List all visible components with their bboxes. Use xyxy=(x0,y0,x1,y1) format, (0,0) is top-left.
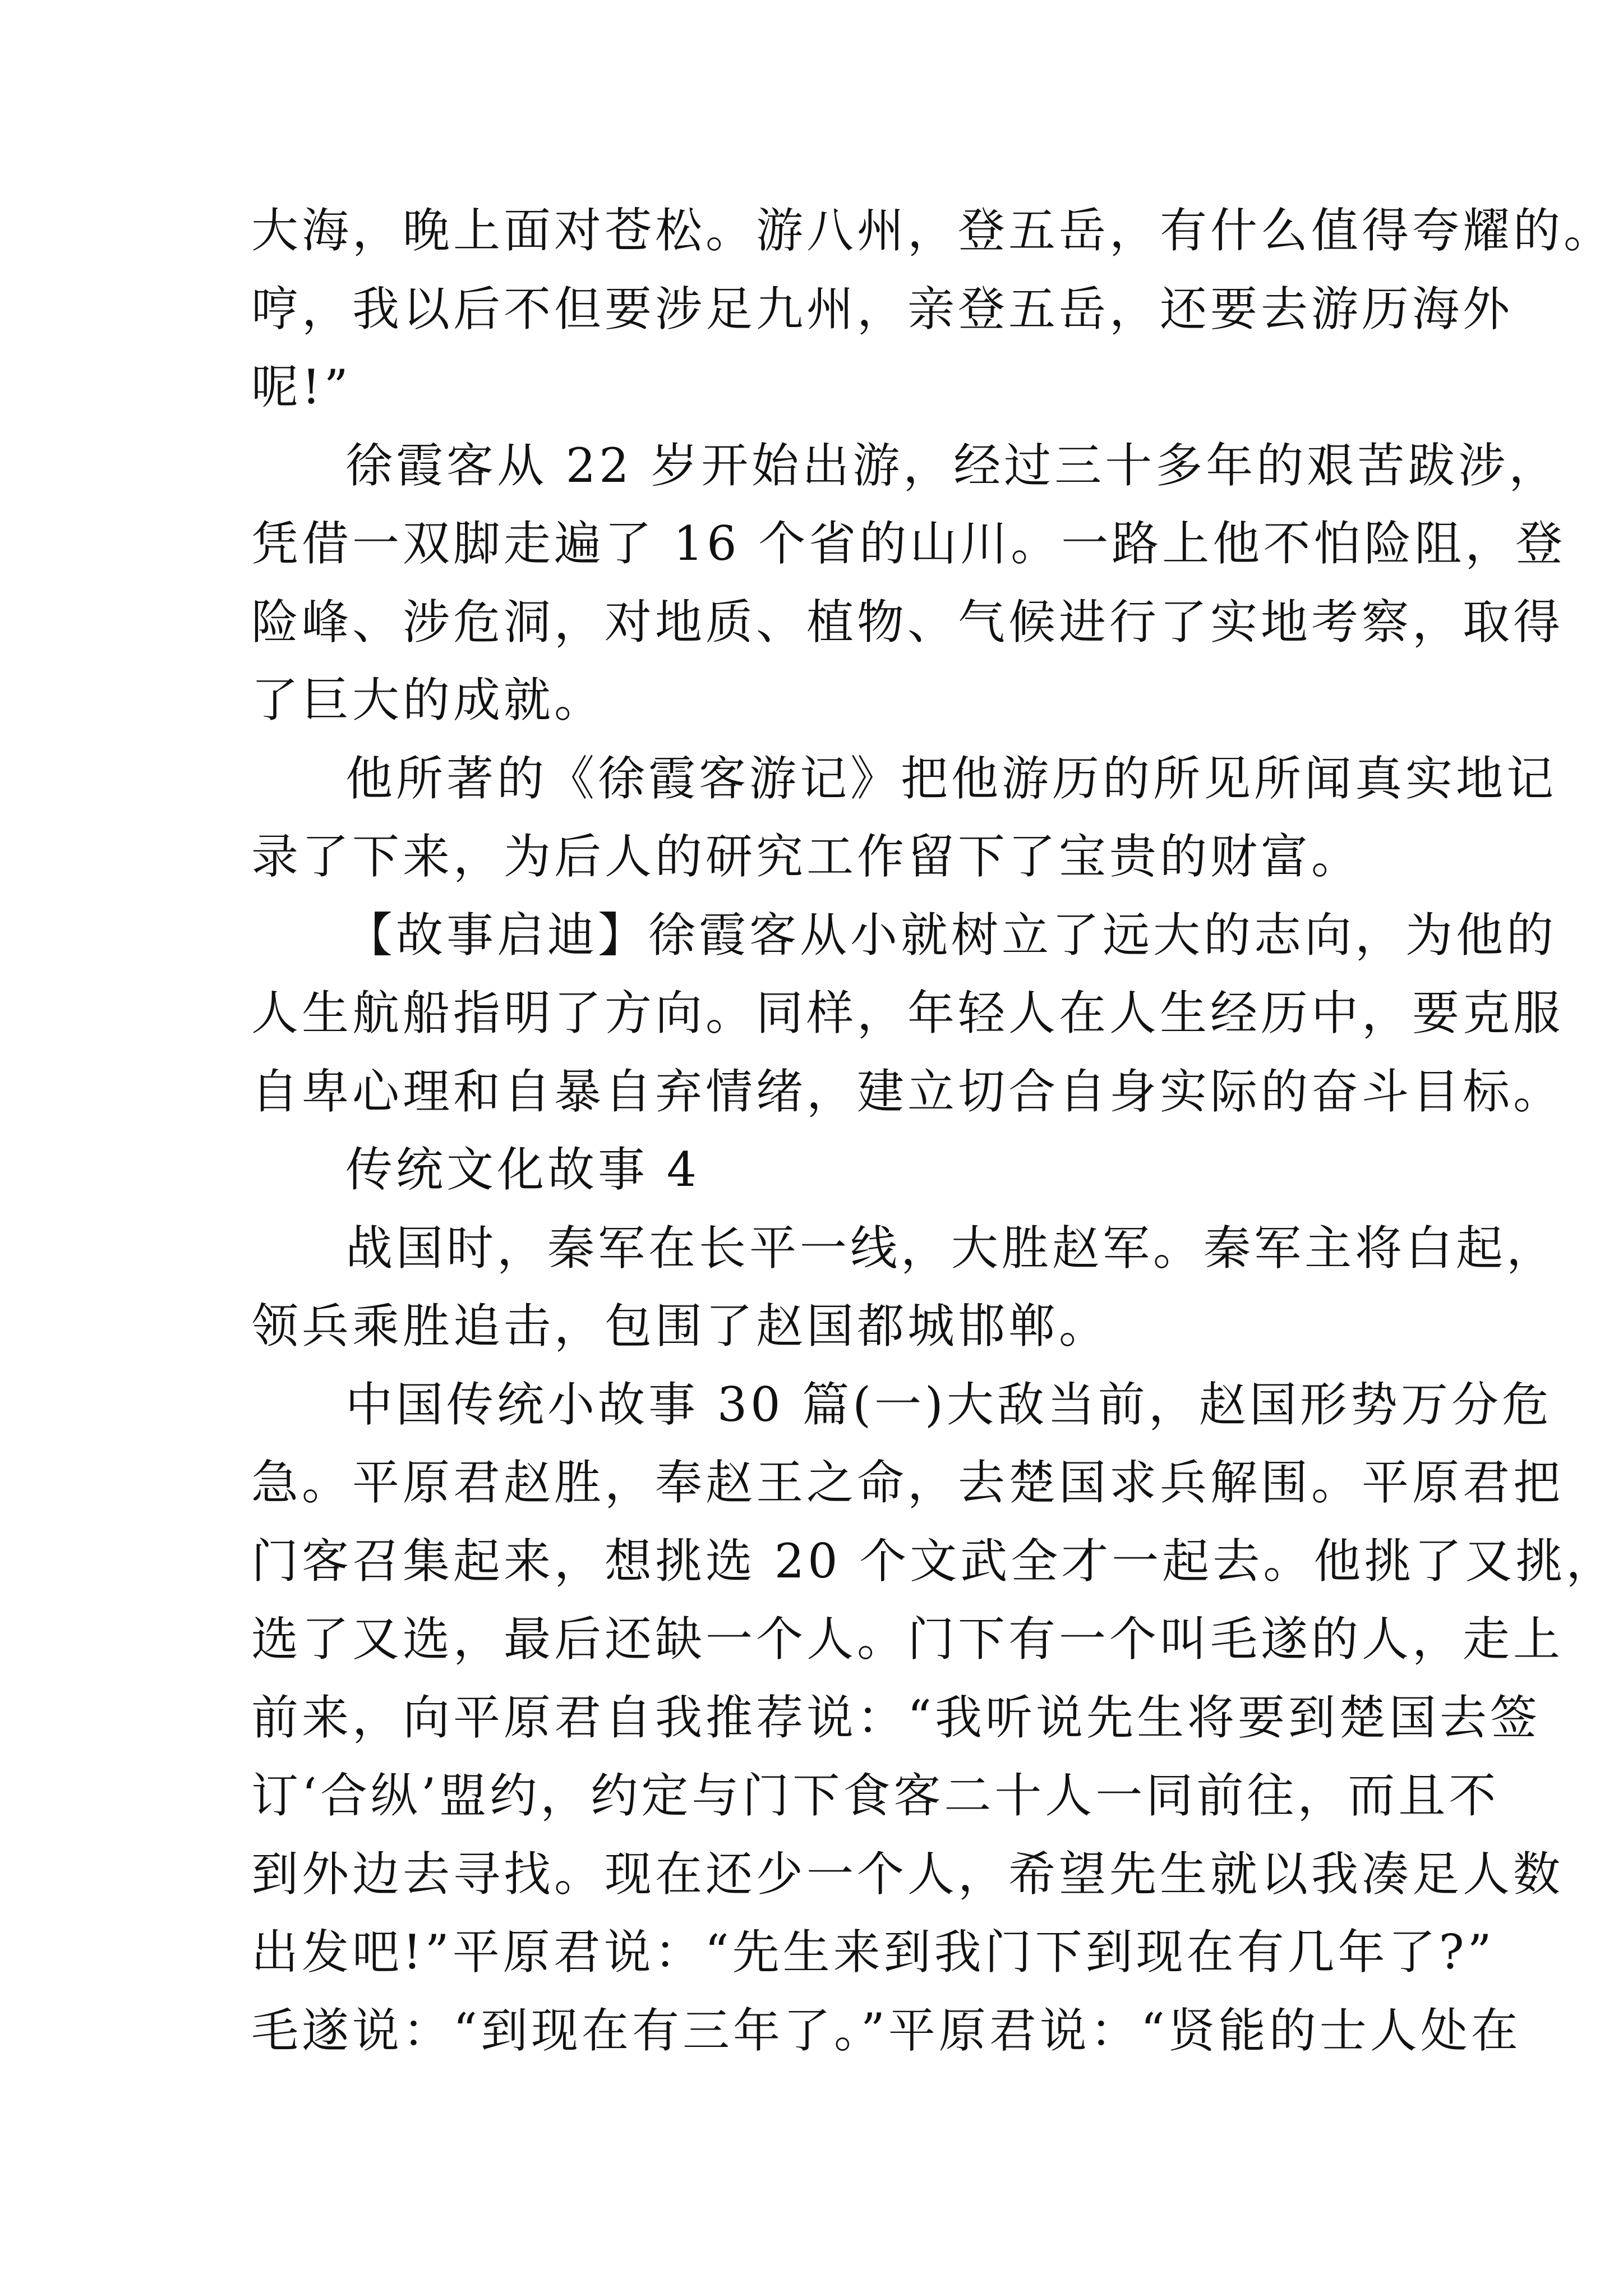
text-line: 自卑心理和自暴自弃情绪，建立切合自身实际的奋斗目标。 xyxy=(251,1064,1564,1119)
text-line: 急。平原君赵胜，奉赵王之命，去楚国求兵解围。平原君把 xyxy=(251,1455,1564,1510)
text-line: 中国传统小故事 30 篇(一)大敌当前，赵国形势万分危 xyxy=(345,1377,1552,1432)
text-line: 到外边去寻找。现在还少一个人，希望先生就以我凑足人数 xyxy=(251,1846,1564,1902)
text-line: 呢!” xyxy=(251,360,352,415)
text-line: 选了又选，最后还缺一个人。门下有一个叫毛遂的人，走上 xyxy=(251,1612,1564,1667)
text-line: 大海，晚上面对苍松。游八州，登五岳，有什么值得夸耀的。 xyxy=(251,203,1615,258)
text-line: 门客召集起来，想挑选 20 个文武全才一起去。他挑了又挑， xyxy=(251,1533,1617,1589)
text-line: 凭借一双脚走遍了 16 个省的山川。一路上他不怕险阻，登 xyxy=(251,516,1566,571)
text-line: 前来，向平原君自我推荐说：“我听说先生将要到楚国去签 xyxy=(251,1690,1541,1745)
text-line: 【故事启迪】徐霞客从小就树立了远大的志向，为他的 xyxy=(345,907,1557,963)
text-line: 订‘合纵’盟约，约定与门下食客二十人一同前往，而且不 xyxy=(251,1768,1500,1823)
body-text xyxy=(251,192,1617,2070)
text-line: 人生航船指明了方向。同样，年轻人在人生经历中，要克服 xyxy=(251,986,1564,1041)
text-line: 领兵乘胜追击，包围了赵国都城邯郸。 xyxy=(251,1299,1110,1354)
text-line: 战国时，秦军在长平一线，大胜赵军。秦军主将白起， xyxy=(345,1220,1557,1276)
text-line: 毛遂说：“到现在有三年了。”平原君说：“贤能的士人处在 xyxy=(251,2003,1521,2058)
text-line: 哼，我以后不但要涉足九州，亲登五岳，还要去游历海外 xyxy=(251,281,1514,337)
text-line: 徐霞客从 22 岁开始出游，经过三十多年的艰苦跋涉， xyxy=(345,438,1560,493)
text-line: 录了下来，为后人的研究工作留下了宝贵的财富。 xyxy=(251,829,1362,884)
text-line: 他所著的《徐霞客游记》把他游历的所见所闻真实地记 xyxy=(345,751,1557,806)
text-line: 了巨大的成就。 xyxy=(251,673,605,728)
text-line: 险峰、涉危洞，对地质、植物、气候进行了实地考察，取得 xyxy=(251,594,1564,650)
text-line: 传统文化故事 4 xyxy=(345,1142,700,1197)
text-line: 出发吧!”平原君说：“先生来到我门下到现在有几年了?” xyxy=(251,1925,1495,1980)
